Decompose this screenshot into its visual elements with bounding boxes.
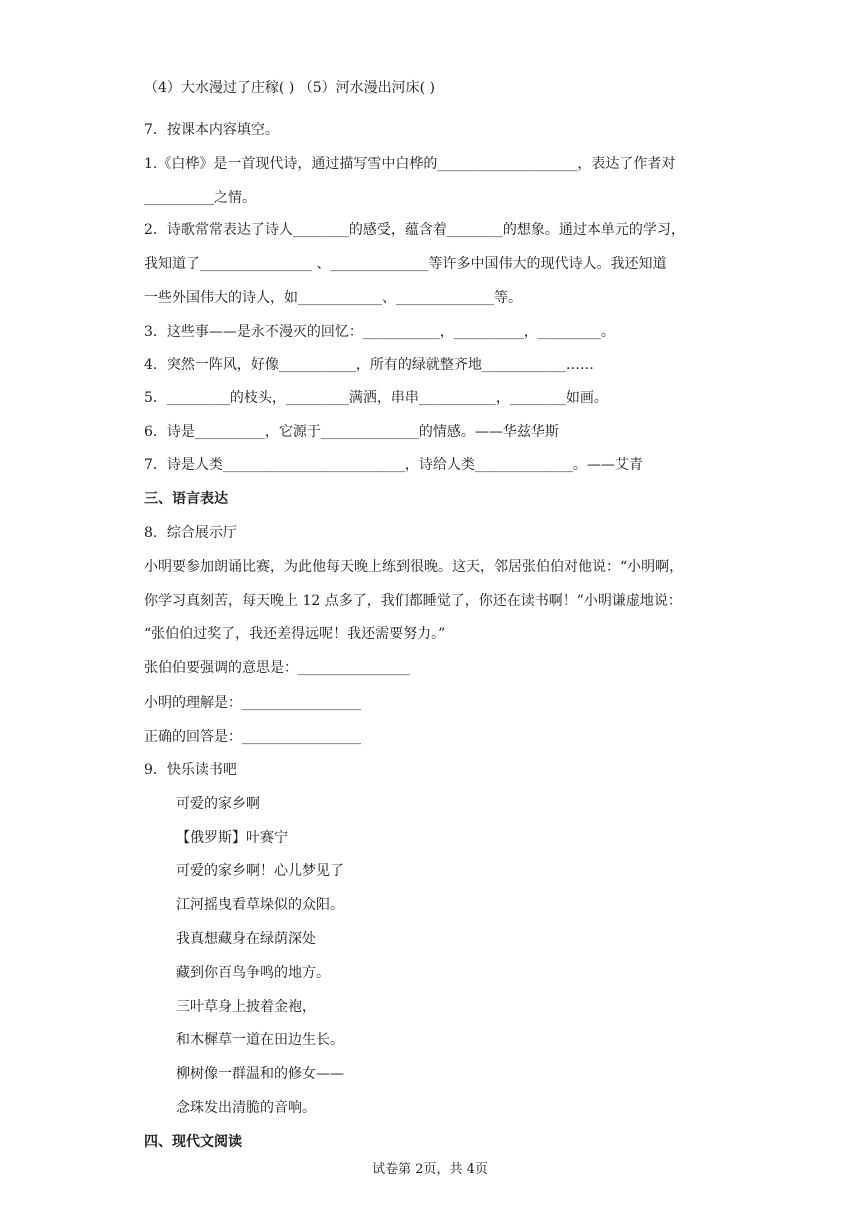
poem-line: 念珠发出清脆的音响。 — [176, 1100, 316, 1116]
q8-answer-2: 小明的理解是：_________________ — [144, 695, 361, 711]
poem-line: 江河摇曳看草垛似的众阳。 — [176, 897, 344, 913]
q7-item-1b: __________之情。 — [144, 190, 256, 206]
q8-para-1: 小明要参加朗诵比赛，为此他每天晚上练到很晚。这天，邻居张伯伯对他说：“小明啊， — [144, 559, 684, 575]
section-4-heading: 四、现代文阅读 — [144, 1134, 242, 1150]
poem-line: 柳树像一群温和的修女—— — [176, 1066, 344, 1082]
q8-title: 8．综合展示厅 — [144, 525, 237, 541]
poem-line: 我真想藏身在绿荫深处 — [176, 931, 316, 947]
q9-title: 9．快乐读书吧 — [144, 762, 237, 778]
q7-item-2c: 一些外国伟大的诗人，如____________、______________等。 — [144, 290, 522, 306]
q7-item-2a: 2．诗歌常常表达了诗人________的感受，蕴含着________的想象。通过本单元的学习， — [144, 222, 685, 238]
q7-item-3: 3．这些事——是永不漫灭的回忆：___________，__________，_________。 — [144, 324, 615, 340]
poem-line: 藏到你百鸟争鸣的地方。 — [176, 965, 330, 981]
q7-item-7: 7．诗是人类__________________________，诗给人类______________。——艾青 — [144, 457, 643, 473]
poem-author: 【俄罗斯】叶赛宁 — [176, 830, 288, 846]
page-footer: 试卷第 2页，共 4页 — [372, 1162, 488, 1177]
q7-item-2b: 我知道了________________ 、______________等许多中国伟大的现代诗人。我还知道 — [144, 256, 667, 272]
q8-answer-1: 张伯伯要强调的意思是：________________ — [144, 660, 410, 676]
q7-item-1a: 1.《白桦》是一首现代诗，通过描写雪中白桦的____________________，表达了作者对 — [144, 156, 676, 172]
section-3-heading: 三、语言表达 — [144, 491, 228, 507]
q8-para-2: 你学习真刻苦，每天晚上 12 点多了，我们都睡觉了，你还在读书啊！”小明谦虚地说： — [144, 593, 682, 609]
q8-answer-3: 正确的回答是：_________________ — [144, 729, 361, 745]
q7-title: 7．按课本内容填空。 — [144, 122, 279, 138]
q8-para-3: “张伯伯过奖了，我还差得远呢！我还需要努力。” — [144, 626, 446, 642]
poem-line: 和木樨草一道在田边生长。 — [176, 1032, 344, 1048]
poem-title: 可爱的家乡啊 — [176, 796, 260, 812]
poem-line: 可爱的家乡啊！心儿梦见了 — [176, 863, 344, 879]
q7-item-6: 6．诗是__________，它源于______________的情感。——华兹华斯 — [144, 424, 559, 440]
q7-item-4: 4．突然一阵风，好像___________，所有的绿就整齐地____________…… — [144, 357, 594, 373]
q6-options-line: （4）大水漫过了庄稼( ) （5）河水漫出河床( ) — [144, 80, 436, 96]
q7-item-5: 5．_________的枝头，_________满洒，串串___________，________如画。 — [144, 390, 608, 406]
poem-line: 三叶草身上披着金袍， — [176, 999, 316, 1015]
